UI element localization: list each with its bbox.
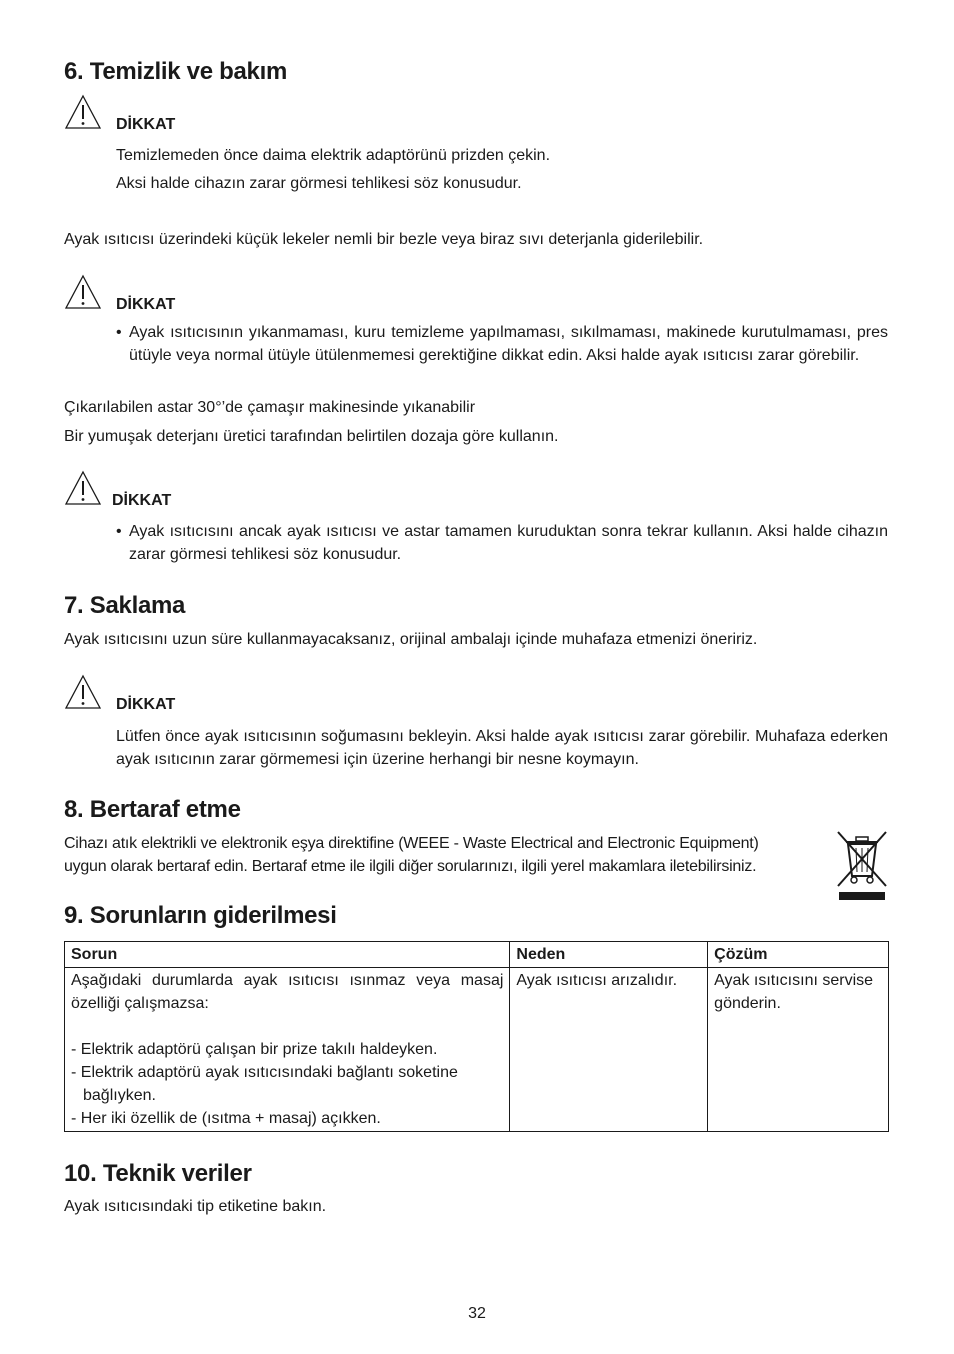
problem-intro: Aşağıdaki durumlarda ayak ısıtıcısı ısınmaz veya masaj özelliği çalışmazsa:	[71, 972, 504, 1012]
paragraph: Ayak ısıtıcısını uzun süre kullanmayacaksanız, orijinal ambalajı içinde muhafaza etmenizi öneririz.	[64, 631, 758, 648]
problem-item: - Elektrik adaptörü çalışan bir prize takılı haldeyken.	[71, 1041, 438, 1058]
warning-bullet	[116, 520, 888, 566]
problem-item: - Elektrik adaptörü ayak ısıtıcısındaki bağlantı soketine bağlıyken.	[71, 1064, 458, 1104]
solution-cell: Ayak ısıtıcısını servise gönderin.	[708, 968, 889, 1132]
column-header: Sorun	[65, 942, 510, 968]
section-6-title: 6. Temizlik ve bakım	[64, 58, 287, 85]
warning-text: Aksi halde cihazın zarar görmesi tehlikesi söz konusudur.	[116, 175, 522, 192]
column-header: Neden	[510, 942, 708, 968]
section-7-title: 7. Saklama	[64, 592, 186, 619]
paragraph: Cihazı atık elektrikli ve elektronik eşya direktifine (WEEE - Waste Electrical and Electronic Equipment)	[64, 835, 759, 852]
table-header-row	[65, 942, 889, 968]
troubleshooting-table	[64, 941, 889, 1132]
section-9-title: 9. Sorunların giderilmesi	[64, 902, 337, 929]
warning-triangle-icon	[64, 94, 102, 130]
warning-title: DİKKAT	[116, 696, 176, 713]
problem-item: - Her iki özellik de (ısıtma + masaj) açıkken.	[71, 1110, 381, 1127]
paragraph: Ayak ısıtıcısı üzerindeki küçük lekeler nemli bir bezle veya biraz sıvı deterjanla giderilebilir.	[64, 231, 704, 248]
warning-triangle-icon	[64, 470, 102, 506]
table-row	[65, 968, 889, 1132]
warning-title: DİKKAT	[112, 492, 172, 509]
column-header: Çözüm	[708, 942, 889, 968]
warning-title: DİKKAT	[116, 116, 176, 133]
warning-bullet-text: Ayak ısıtıcısını ancak ayak ısıtıcısı ve astar tamamen kuruduktan sonra tekrar kullanın. Aksi halde cihazın zarar görmesi tehlikesi söz konusudur.	[129, 523, 888, 563]
bullet-dot: •	[116, 324, 122, 341]
page-number: 32	[468, 1305, 486, 1322]
paragraph: Çıkarılabilen astar 30°’de çamaşır makinesinde yıkanabilir	[64, 399, 476, 416]
warning-text: Lütfen önce ayak ısıtıcısının soğumasını bekleyin. Aksi halde ayak ısıtıcısı zarar görebilir. Muhafaza ederken ayak ısıtıcının zarar görmemesi için üzerine herhangi bir nesne koymayın.	[116, 728, 888, 768]
weee-crossed-bin-icon	[834, 828, 890, 902]
bullet-dot: •	[116, 523, 122, 540]
paragraph: Ayak ısıtıcısındaki tip etiketine bakın.	[64, 1198, 327, 1215]
warning-triangle-icon	[64, 274, 102, 310]
section-10-title: 10. Teknik veriler	[64, 1160, 252, 1187]
warning-bullet	[116, 321, 888, 367]
paragraph: uygun olarak bertaraf edin. Bertaraf etme ile ilgili diğer sorularınızı, ilgili yerel makamlara iletebilirsiniz.	[64, 858, 757, 875]
warning-text: Temizlemeden önce daima elektrik adaptörünü prizden çekin.	[116, 147, 551, 164]
section-8-title: 8. Bertaraf etme	[64, 796, 241, 823]
paragraph: Bir yumuşak deterjanı üretici tarafından belirtilen dozaja göre kullanın.	[64, 428, 559, 445]
warning-bullet-text: Ayak ısıtıcısının yıkanmaması, kuru temizleme yapılmaması, sıkılmaması, makinede kurutulmaması, pres ütüyle veya normal ütüyle ütülenmemesi gerektiğine dikkat edin. Aksi halde ayak ısıtıcısı zarar görebilir.	[129, 324, 888, 364]
problem-cell	[65, 968, 510, 1132]
cause-cell: Ayak ısıtıcısı arızalıdır.	[510, 968, 708, 1132]
warning-title: DİKKAT	[116, 296, 176, 313]
warning-triangle-icon	[64, 674, 102, 710]
